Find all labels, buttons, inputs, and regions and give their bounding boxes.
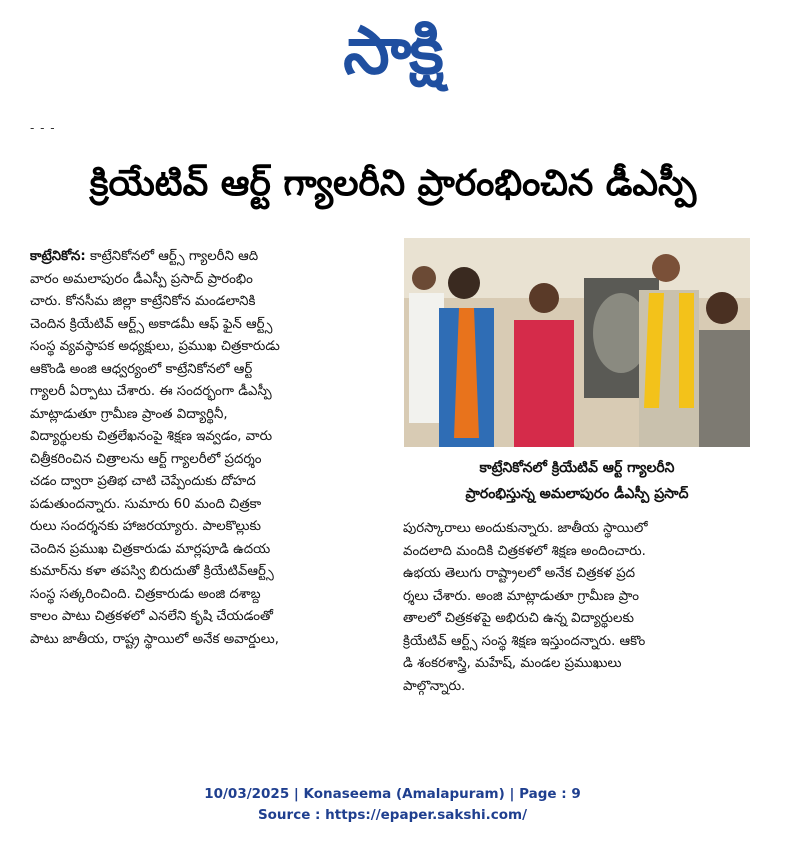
body-line: ర్శలు చేశారు. అంజి మాట్లాడుతూ గ్రామీణ ప్రాం [403,588,639,604]
body-line: సంస్థ వ్యవస్థాపక అధ్యక్షులు, ప్రముఖ చిత్రకారుడు [30,339,280,354]
article-body-right-column [403,518,751,698]
body-line: చారు. కోనసీమ జిల్లా కాట్రేనికోన మండలానికి [30,294,256,309]
body-line: వందలాది మందికి చిత్రకళలో శిక్షణ అందించారు. [403,543,646,559]
body-line: పాటు జాతీయ, రాష్ట్ర స్థాయిలో అనేక అవార్డులు, [30,631,279,647]
body-line: కాలం పాటు చిత్రకళలో ఎనలేని కృషి చేయడంతో [30,609,273,624]
caption-line: ప్రారంభిస్తున్న అమలాపురం డీఎస్పీ ప్రసాద్ [465,486,689,502]
body-line: గ్యాలరీ ఏర్పాటు చేశారు. ఈ సందర్భంగా డీఎస్పీ [30,384,272,399]
article-body-left-column [30,246,388,651]
photo-illustration [404,238,750,447]
body-line: తాలలో చిత్రకళపై అభిరుచి ఉన్న విద్యార్థులకు [403,611,634,626]
body-line: కుమార్‌ను కళా తపస్వి బిరుదుతో క్రియేటివ్‌ఆర్ట్స్ [30,564,274,579]
body-line: చడం ద్వారా ప్రతిభ చాటి చెప్పేందుకు దోహద [30,474,256,489]
body-line: చెందిన ప్రముఖ చిత్రకారుడు మార్లపూడి ఉదయ [30,541,271,557]
body-line: ఉభయ తెలుగు రాష్ట్రాలలో అనేక చిత్రకళ ప్రద [403,566,636,581]
body-line: మాట్లాడుతూ గ్రామీణ ప్రాంత విద్యార్థినీ, [30,406,228,422]
sakshi-logo: సాక్షి [343,12,442,89]
body-line: పురస్కారాలు అందుకున్నారు. జాతీయ స్థాయిలో [403,521,648,536]
body-line: డి శంకరశాస్త్రి, మహేష్, మండల ప్రముఖులు [403,656,622,671]
body-line: రులు సందర్శనకు హాజరయ్యారు. పాలకొల్లుకు [30,519,261,534]
caption-line: కాట్రేనికోనలో క్రియేటివ్ ఆర్ట్ గ్యాలరీని [479,460,675,476]
footer-source: Source : https://epaper.sakshi.com/ [257,807,528,823]
body-line: వారం అమలాపురం డీఎస్పీ ప్రసాద్ ప్రారంభిం [30,271,253,287]
body-line: ఆకొండి అంజి ఆధ్వర్యంలో కాట్రేనికోనలో ఆర్ట్ [30,361,253,377]
dateline: - - - [30,121,56,135]
news-photo [404,238,750,447]
photo-caption [404,455,750,507]
body-line: క్రియేటివ్ ఆర్ట్స్ సంస్థ శిక్షణ ఇస్తుందన్నారు. ఆకొం [403,633,646,649]
body-line: చెందిన క్రియేటివ్ ఆర్ట్స్ అకాడమీ ఆఫ్ ఫైన్ ఆర్ట్స్ [30,316,273,332]
body-line: సంస్థ సత్కరించింది. చిత్రకారుడు అంజి దశాబ్ద [30,586,261,602]
masthead [0,12,785,105]
body-line: విద్యార్థులకు చిత్రలేఖనంపై శిక్షణ ఇవ్వడం, వారు [30,429,273,444]
body-line: పడుతుందన్నారు. సుమారు 60 మంది చిత్రకా [30,496,262,512]
body-line: పాల్గొన్నారు. [403,678,466,694]
article-dateline-lead: కాట్రేనికోన: [30,249,86,264]
body-line: చిత్రీకరించిన చిత్రాలను ఆర్ట్ గ్యాలరీలో ప్రదర్శం [30,451,262,467]
footer-edition-info: 10/03/2025 | Konaseema (Amalapuram) | Page : 9 [204,786,581,802]
body-line: కాట్రేనికోన: కాట్రేనికోనలో ఆర్ట్స్ గ్యాలరీని ఆది [30,249,259,264]
article-headline: క్రియేటివ్ ఆర్ట్ గ్యాలరీని ప్రారంభించిన డీఎస్పీ [89,163,697,204]
